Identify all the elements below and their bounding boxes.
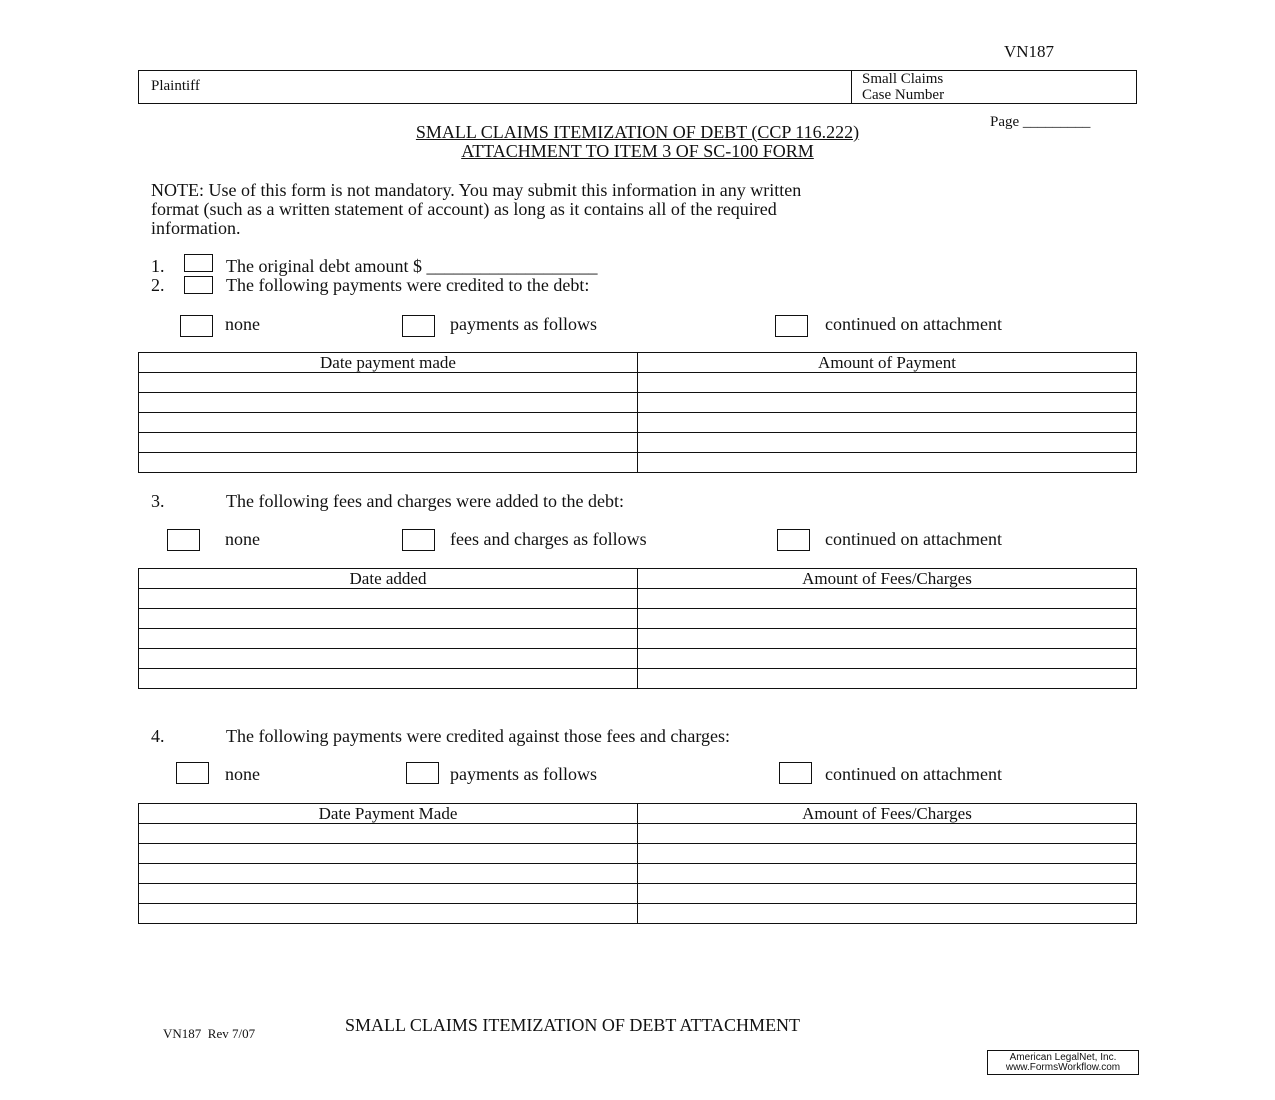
table-row — [139, 904, 1137, 924]
item4-continued-label: continued on attachment — [825, 764, 1002, 784]
item4-number: 4. — [151, 726, 165, 746]
table-row — [139, 453, 1137, 473]
revision-label: VN187 Rev 7/07 — [163, 1026, 256, 1041]
table-row — [139, 864, 1137, 884]
table-cell[interactable] — [139, 609, 638, 629]
item3-continued-checkbox[interactable] — [777, 529, 810, 551]
case-label-line1: Small Claims — [862, 71, 944, 87]
item4-payments-label: payments as follows — [450, 764, 597, 784]
fee-payments-table — [138, 803, 1137, 924]
fees-table — [138, 568, 1137, 689]
item1-text: The original debt amount $ ___________________ — [226, 256, 598, 276]
item2-checkbox[interactable] — [184, 276, 213, 294]
table-cell[interactable] — [139, 589, 638, 609]
item2-payments-label: payments as follows — [450, 314, 597, 334]
caption-box — [138, 70, 1137, 104]
item2-text: The following payments were credited to the debt: — [226, 275, 590, 295]
table-row — [139, 669, 1137, 689]
table-cell[interactable] — [139, 824, 638, 844]
item3-fees-label: fees and charges as follows — [450, 529, 647, 549]
plaintiff-label: Plaintiff — [151, 78, 200, 94]
item3-none-checkbox[interactable] — [167, 529, 200, 551]
item4-none-label: none — [225, 764, 260, 784]
table-cell[interactable] — [139, 373, 638, 393]
table-header-row — [139, 804, 1137, 824]
item2-none-checkbox[interactable] — [180, 315, 213, 337]
table-cell[interactable] — [638, 844, 1137, 864]
caption-divider — [851, 71, 852, 103]
item4-text: The following payments were credited against those fees and charges: — [226, 726, 730, 746]
table-row — [139, 609, 1137, 629]
table-row — [139, 393, 1137, 413]
footer-title: SMALL CLAIMS ITEMIZATION OF DEBT ATTACHMENT — [345, 1015, 801, 1035]
item3-fees-checkbox[interactable] — [402, 529, 435, 551]
payments-table — [138, 352, 1137, 473]
brand-box — [987, 1050, 1139, 1075]
table-row — [139, 373, 1137, 393]
table-cell[interactable] — [638, 629, 1137, 649]
brand-line2[interactable]: www.FormsWorkflow.com — [1005, 1062, 1121, 1073]
form-title-line1: SMALL CLAIMS ITEMIZATION OF DEBT (CCP 116.222) — [415, 122, 860, 142]
table-cell[interactable] — [638, 864, 1137, 884]
table-row — [139, 824, 1137, 844]
table-row — [139, 433, 1137, 453]
table-header-row — [139, 569, 1137, 589]
amount-fees-charges-header: Amount of Fees/Charges — [638, 804, 1137, 824]
brand-line1: American LegalNet, Inc. — [1009, 1052, 1117, 1063]
table-cell[interactable] — [638, 393, 1137, 413]
item4-payments-checkbox[interactable] — [406, 762, 439, 784]
item2-payments-checkbox[interactable] — [402, 315, 435, 337]
item2-number: 2. — [151, 275, 165, 295]
item3-text: The following fees and charges were added to the debt: — [226, 491, 625, 511]
note-line2: format (such as a written statement of account) as long as it contains all of the required — [151, 199, 777, 219]
table-cell[interactable] — [638, 884, 1137, 904]
amount-payment-header: Amount of Payment — [638, 353, 1137, 373]
table-cell[interactable] — [638, 609, 1137, 629]
table-row — [139, 589, 1137, 609]
table-cell[interactable] — [638, 589, 1137, 609]
table-cell[interactable] — [139, 884, 638, 904]
table-row — [139, 413, 1137, 433]
item2-none-label: none — [225, 314, 260, 334]
date-added-header: Date added — [139, 569, 638, 589]
table-cell[interactable] — [638, 453, 1137, 473]
amount-fees-header: Amount of Fees/Charges — [638, 569, 1137, 589]
table-cell[interactable] — [139, 844, 638, 864]
table-cell[interactable] — [638, 904, 1137, 924]
table-cell[interactable] — [139, 629, 638, 649]
table-cell[interactable] — [638, 413, 1137, 433]
table-cell[interactable] — [139, 453, 638, 473]
table-cell[interactable] — [139, 393, 638, 413]
item3-continued-label: continued on attachment — [825, 529, 1002, 549]
table-cell[interactable] — [139, 904, 638, 924]
item3-number: 3. — [151, 491, 165, 511]
item4-continued-checkbox[interactable] — [779, 762, 812, 784]
item2-continued-label: continued on attachment — [825, 314, 1002, 334]
table-cell[interactable] — [139, 669, 638, 689]
table-row — [139, 844, 1137, 864]
date-payment-header: Date payment made — [139, 353, 638, 373]
table-cell[interactable] — [139, 413, 638, 433]
table-row — [139, 649, 1137, 669]
table-cell[interactable] — [638, 824, 1137, 844]
table-cell[interactable] — [638, 649, 1137, 669]
table-row — [139, 629, 1137, 649]
item2-continued-checkbox[interactable] — [775, 315, 808, 337]
case-label-line2: Case Number — [862, 87, 945, 103]
page-number-field[interactable]: Page _________ — [990, 114, 1091, 130]
table-cell[interactable] — [638, 669, 1137, 689]
note-line3: information. — [151, 218, 241, 238]
case-number-label — [862, 71, 944, 103]
date-payment-made-header: Date Payment Made — [139, 804, 638, 824]
table-cell[interactable] — [139, 433, 638, 453]
item1-number: 1. — [151, 256, 165, 276]
item1-checkbox[interactable] — [184, 254, 213, 272]
table-cell[interactable] — [139, 864, 638, 884]
table-cell[interactable] — [139, 649, 638, 669]
table-cell[interactable] — [638, 373, 1137, 393]
form-code: VN187 — [1004, 42, 1055, 61]
table-row — [139, 884, 1137, 904]
item3-none-label: none — [225, 529, 260, 549]
form-title-line2: ATTACHMENT TO ITEM 3 OF SC-100 FORM — [461, 141, 814, 161]
table-cell[interactable] — [638, 433, 1137, 453]
note-line1: NOTE: Use of this form is not mandatory. You may submit this information in any written — [151, 180, 802, 200]
table-header-row — [139, 353, 1137, 373]
item4-none-checkbox[interactable] — [176, 762, 209, 784]
